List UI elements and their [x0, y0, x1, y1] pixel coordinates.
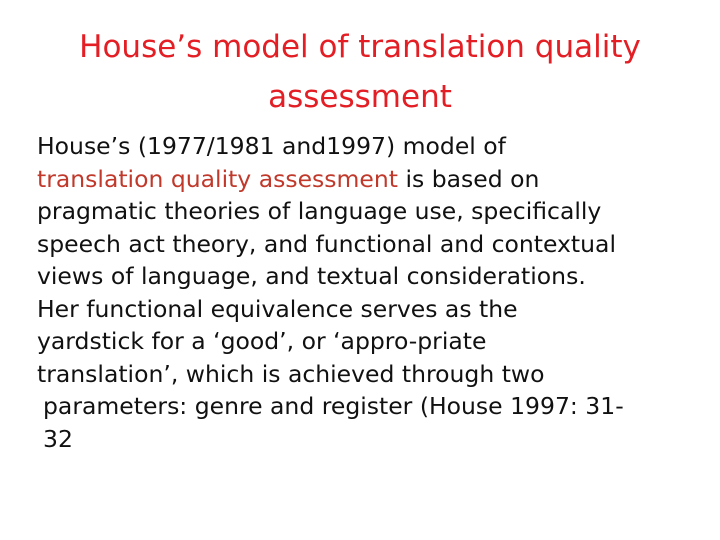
- highlighted-term: translation quality assessment: [37, 164, 398, 193]
- body-line-3: pragmatic theories of language use, specifically: [37, 197, 602, 225]
- title-line-2: assessment: [268, 79, 452, 115]
- title-line-1: House’s model of translation quality: [79, 29, 641, 65]
- body-line-7: yardstick for a ‘good’, or ‘appro-priate: [37, 327, 487, 355]
- body-line-1: House’s (1977/1981 and1997) model of: [37, 132, 506, 160]
- body-line-8: translation’, which is achieved through two: [37, 359, 545, 388]
- body-line-4: speech act theory, and functional and contextual: [37, 229, 616, 258]
- body-line-10: 32: [43, 424, 73, 453]
- body-line-5: views of language, and textual considerations.: [37, 262, 586, 290]
- slide-title: [40, 22, 680, 122]
- body-line-6: Her functional equivalence serves as the: [37, 294, 518, 323]
- body-line-2-rest: is based on: [397, 164, 540, 193]
- body-line-9: parameters: genre and register (House 1997: 31-: [43, 392, 624, 420]
- body-line-2: [37, 163, 707, 196]
- slide-body-text: [37, 130, 707, 455]
